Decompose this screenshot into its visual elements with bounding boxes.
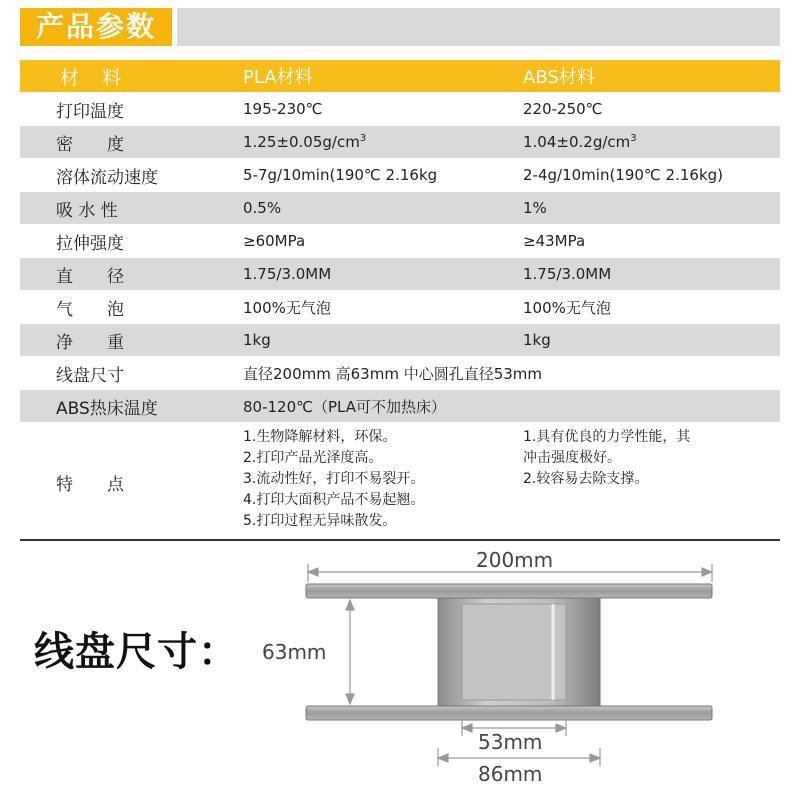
spool-drawing — [0, 548, 800, 800]
table-row — [20, 357, 780, 390]
pla-value: 0.5% — [243, 199, 282, 217]
header-fill-bar — [177, 8, 780, 46]
feature-line: 2.打印产品光泽度高。 — [243, 450, 383, 466]
hub-inner — [462, 604, 566, 700]
pla-value — [243, 133, 523, 151]
table-row — [20, 225, 780, 258]
hole-label: 53mm — [478, 730, 543, 754]
table-header-row — [20, 60, 780, 93]
row-label: 打印温度 — [56, 101, 124, 122]
row-label: 拉伸强度 — [56, 233, 124, 254]
feature-line: 1.生物降解材料，环保。 — [243, 429, 397, 445]
row-label: 吸 水 性 — [56, 200, 118, 221]
row-label: 线盘尺寸 — [56, 365, 124, 386]
feature-line: 冲击强度极好。 — [523, 450, 621, 466]
abs-density-text: 1.04±0.2g/cm — [523, 133, 631, 151]
bottom-flange — [306, 706, 712, 720]
merged-value: 直径200mm 高63mm 中心圆孔直径53mm — [243, 364, 543, 383]
row-label: 密 度 — [56, 134, 124, 155]
row-label: 溶体流动速度 — [56, 167, 158, 188]
top-flange — [306, 584, 712, 598]
abs-value: 1.75/3.0MM — [523, 265, 612, 283]
pla-value: 1kg — [243, 331, 271, 349]
pla-value: 1.75/3.0MM — [243, 265, 332, 283]
feature-line: 3.流动性好，打印不易裂开。 — [243, 471, 425, 487]
row-label: 气 泡 — [56, 299, 124, 320]
abs-value: 220-250℃ — [523, 100, 603, 118]
feature-line: 2.较容易去除支撑。 — [523, 471, 649, 487]
pla-value: ≥60MPa — [243, 232, 306, 250]
table-row — [20, 93, 780, 126]
header-cell-abs: ABS材料 — [523, 67, 595, 88]
feature-line: 4.打印大面积产品不易起翘。 — [243, 492, 425, 508]
hub-label: 86mm — [478, 762, 543, 786]
table-row — [20, 390, 780, 423]
pla-features — [243, 427, 523, 532]
table-row — [20, 291, 780, 324]
section-header — [20, 8, 780, 46]
table-row — [20, 192, 780, 225]
features-row — [20, 423, 780, 539]
spool-dimension-diagram — [0, 548, 800, 800]
feature-line: 1.具有优良的力学性能，其 — [523, 429, 691, 445]
spool-size-title: 线盘尺寸： — [34, 629, 239, 675]
height-label: 63mm — [262, 640, 327, 664]
superscript: 3 — [630, 133, 637, 144]
abs-value: 1kg — [523, 331, 551, 349]
superscript: 3 — [359, 133, 367, 144]
abs-value: 100%无气泡 — [523, 298, 611, 317]
pla-value: 100%无气泡 — [243, 298, 331, 317]
section-title: 产品参数 — [20, 8, 172, 46]
row-label: 净 重 — [56, 332, 124, 353]
spec-table — [20, 60, 780, 541]
width-label: 200mm — [476, 548, 554, 572]
merged-value: 80-120℃（PLA可不加热床） — [243, 397, 446, 416]
feature-line: 5.打印过程无异味散发。 — [243, 513, 397, 529]
pla-value: 195-230℃ — [243, 100, 323, 118]
height-dimension — [346, 600, 354, 704]
abs-features — [523, 427, 780, 490]
header-cell-material: 材 料 — [60, 66, 124, 89]
table-row — [20, 159, 780, 192]
pla-density-text: 1.25±0.05g/cm — [243, 133, 360, 151]
row-label: ABS热床温度 — [56, 398, 158, 419]
row-label: 直 径 — [56, 266, 124, 287]
pla-value: 5-7g/10min(190℃ 2.16kg — [243, 166, 438, 184]
table-row — [20, 258, 780, 291]
abs-value: 1% — [523, 199, 547, 217]
features-label: 特 点 — [56, 475, 124, 495]
header-cell-pla: PLA材料 — [243, 67, 313, 88]
abs-value — [523, 133, 780, 151]
abs-value: ≥43MPa — [523, 232, 586, 250]
table-row — [20, 324, 780, 357]
abs-value: 2-4g/10min(190℃ 2.16kg) — [523, 166, 724, 184]
table-row — [20, 126, 780, 159]
